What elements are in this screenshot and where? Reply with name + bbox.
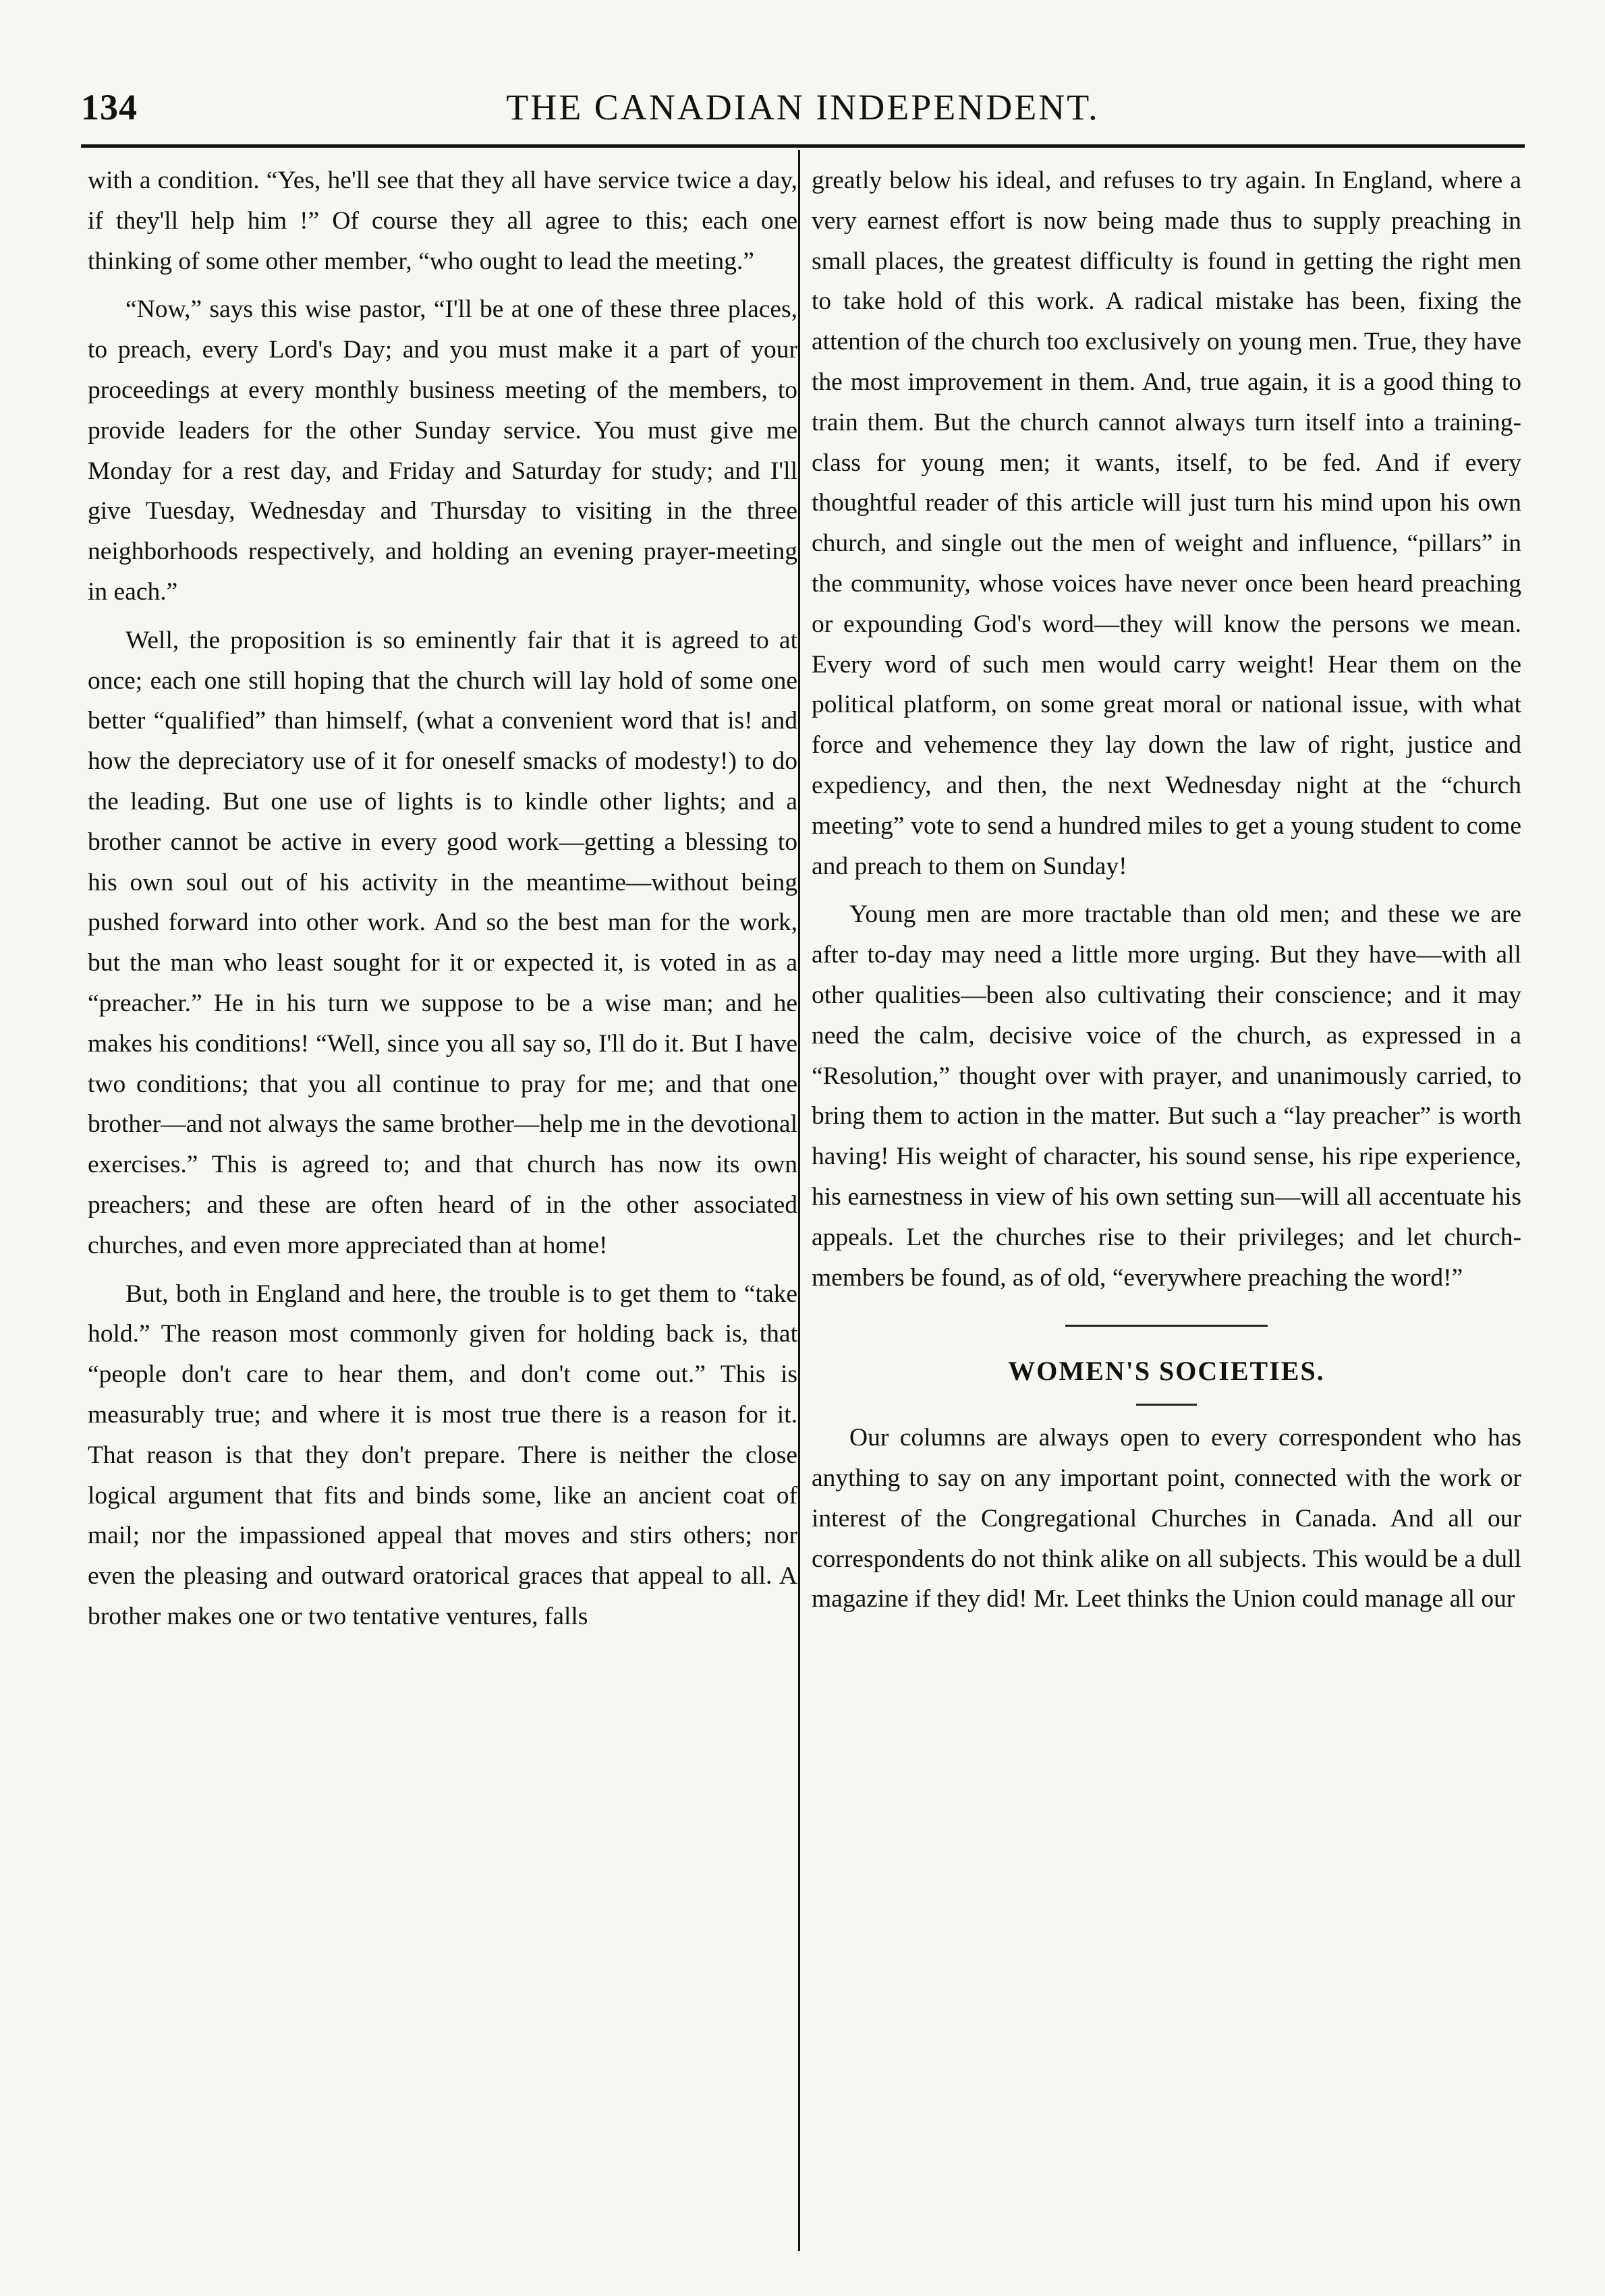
heading-underline-rule [1136, 1404, 1197, 1406]
left-column [88, 161, 797, 1637]
paragraph: greatly below his ideal, and refuses to try again. In England, where a very earnest effort is now being made thus to supply preaching in small places, the greatest difficulty is found in getting the right men to take hold of this work. A radical mistake has been, fixing the attention of the church too exclusively on young men. True, they have the most improvement in them. And, true again, it is a good thing to train them. But the church cannot always turn itself into a training-class for young men; it wants, itself, to be fed. And if every thoughtful reader of this article will just turn his mind upon his own church, and single out the men of weight and influence, “pillars” in the community, whose voices have never once been heard preaching or expounding God's word—they will know the persons we mean. Every word of such men would carry weight! Hear them on the political platform, on some great moral or national issue, with what force and vehemence they lay down the law of right, justice and expediency, and then, the next Wednesday night at the “church meeting” vote to send a hundred miles to get a young student to come and preach to them on Sunday! [812, 167, 1521, 880]
header-rule [81, 144, 1525, 148]
paragraph: Well, the proposition is so eminently fair that it is agreed to at once; each one still hoping that the church will lay hold of some one better “qualified” than himself, (what a convenient word that is! and how the depreciatory use of it for oneself smacks of modesty!) to do the leading. But one use of lights is to kindle other lights; and a brother cannot be active in every good work—getting a blessing to his own soul out of his activity in the meantime—without being pushed forward into other work. And so the best man for the work, but the man who least sought for it or expected it, is voted in as a “preacher.” He in his turn we suppose to be a wise man; and he makes his conditions! “Well, since you all say so, I'll do it. But I have two conditions; that you all continue to pray for me; and that one brother—and not always the same brother—help me in the devotional exercises.” This is agreed to; and that church has now its own preachers; and these are often heard of in the other associated churches, and even more appreciated than at home! [88, 626, 797, 1259]
running-title: THE CANADIAN INDEPENDENT. [506, 87, 1100, 127]
paragraph: Our columns are always open to every correspondent who has anything to say on any important point, connected with the work or interest of the Congregational Churches in Canada. And all our correspondents do not think alike on all subjects. This would be a dull magazine if they did! Mr. Leet thinks the Union could manage all our [812, 1424, 1521, 1613]
page-number: 134 [81, 87, 138, 127]
page-header [81, 86, 1525, 135]
column-divider [798, 150, 800, 2251]
paragraph: “Now,” says this wise pastor, “I'll be at one of these three places, to preach, every Lord's Day; and you must make it a part of your proceedings at every monthly business meeting of the members, to provide leaders for the other Sunday service. You must give me Monday for a rest day, and Friday and Saturday for study; and I'll give Tuesday, Wednesday and Thursday to visiting in the three neighborhoods respectively, and holding an evening prayer-meeting in each.” [88, 295, 797, 606]
paragraph: with a condition. “Yes, he'll see that they all have service twice a day, if they'll help him !” Of course they all agree to this; each one thinking of some other member, “who ought to lead the meeting.” [88, 167, 797, 275]
paragraph: Young men are more tractable than old men; and these we are after to-day may need a little more urging. But they have—with all other qualities—been also cultivating their conscience; and it may need the calm, decisive voice of the church, as expressed in a “Resolution,” thought over with prayer, and unanimously carried, to bring them to action in the matter. But such a “lay preacher” is worth having! His weight of character, his sound sense, his ripe experience, his earnestness in view of his own setting sun—will all accentuate his appeals. Let the churches rise to their privileges; and let church-members be found, as of old, “everywhere preaching the word!” [812, 900, 1521, 1292]
section-heading: WOMEN'S SOCIETIES. [1008, 1356, 1325, 1387]
paragraph: But, both in England and here, the trouble is to get them to “take hold.” The reason most commonly given for holding back is, that “people don't care to hear them, and don't come out.” This is measurably true; and where it is most true there is a reason for it. That reason is that they don't prepare. There is neither the close logical argument that fits and binds some, like an ancient coat of mail; nor the impassioned appeal that moves and stirs others; nor even the pleasing and outward oratorical graces that appeal to all. A brother makes one or two tentative ventures, falls [88, 1280, 797, 1630]
right-column [812, 161, 1521, 1619]
section-separator-rule [1065, 1325, 1268, 1327]
